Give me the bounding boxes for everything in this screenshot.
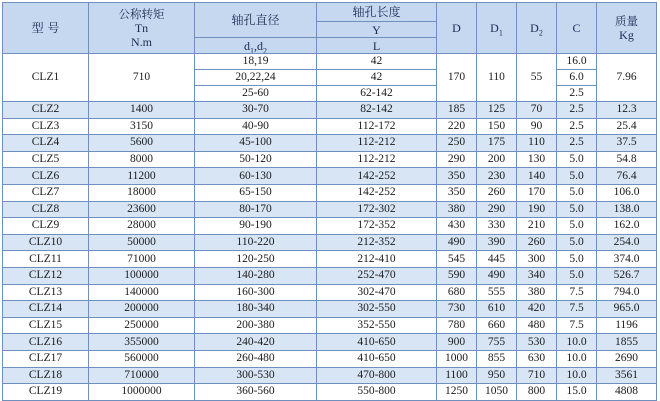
table-row <box>3 284 657 301</box>
cell-D2: 140 <box>517 168 557 185</box>
header-torque-sym: Tn <box>134 21 149 35</box>
cell-model: CLZ8 <box>3 201 89 218</box>
cell-mass: 1196 <box>597 317 657 334</box>
cell-model: CLZ9 <box>3 218 89 235</box>
header-bore-symbols <box>195 38 317 54</box>
cell-D1: 200 <box>477 151 517 168</box>
cell-mass: 162.0 <box>597 218 657 235</box>
cell-D2: 800 <box>517 384 557 401</box>
cell-model: CLZ15 <box>3 317 89 334</box>
cell-mass: 526.7 <box>597 267 657 284</box>
cell-bore: 300-530 <box>195 367 317 384</box>
cell-D2: 300 <box>517 251 557 268</box>
cell-bore: 90-190 <box>195 218 317 235</box>
cell-bore: 50-120 <box>195 151 317 168</box>
cell-length: 172-302 <box>317 201 437 218</box>
cell-D2: 170 <box>517 184 557 201</box>
cell-D1: 555 <box>477 284 517 301</box>
cell-bore: 60-130 <box>195 168 317 185</box>
cell-D1: 290 <box>477 201 517 218</box>
cell-D: 1250 <box>437 384 477 401</box>
table-row <box>3 54 657 70</box>
cell-model: CLZ19 <box>3 384 89 401</box>
cell-model: CLZ12 <box>3 267 89 284</box>
cell-C: 10.0 <box>557 350 597 367</box>
cell-D1: 1050 <box>477 384 517 401</box>
cell-bore: 45-100 <box>195 135 317 152</box>
cell-mass: 3561 <box>597 367 657 384</box>
cell-D1: 855 <box>477 350 517 367</box>
cell-bore: 65-150 <box>195 184 317 201</box>
cell-length: 410-650 <box>317 350 437 367</box>
cell-torque: 11200 <box>89 168 195 185</box>
cell-bore: 180-340 <box>195 301 317 318</box>
table-row <box>3 267 657 284</box>
cell-mass: 76.4 <box>597 168 657 185</box>
cell-D: 290 <box>437 151 477 168</box>
cell-model: CLZ13 <box>3 284 89 301</box>
cell-bore: 25-60 <box>195 86 317 102</box>
cell-D2: 630 <box>517 350 557 367</box>
header-model: 型 号 <box>3 3 89 54</box>
cell-bore: 80-170 <box>195 201 317 218</box>
header-torque <box>89 3 195 54</box>
cell-D: 900 <box>437 334 477 351</box>
table-row <box>3 218 657 235</box>
cell-D1: 230 <box>477 168 517 185</box>
cell-model: CLZ7 <box>3 184 89 201</box>
cell-torque: 100000 <box>89 267 195 284</box>
table-row <box>3 184 657 201</box>
cell-C: 5.0 <box>557 267 597 284</box>
cell-torque: 710 <box>89 54 195 102</box>
cell-C: 6.0 <box>557 70 597 86</box>
table-row <box>3 151 657 168</box>
cell-length: 172-352 <box>317 218 437 235</box>
table-row <box>3 118 657 135</box>
header-D1-label: D <box>490 21 499 35</box>
cell-bore: 360-560 <box>195 384 317 401</box>
cell-D1: 150 <box>477 118 517 135</box>
cell-D: 250 <box>437 135 477 152</box>
table-row <box>3 384 657 401</box>
cell-mass: 374.0 <box>597 251 657 268</box>
cell-bore: 200-380 <box>195 317 317 334</box>
header-mass-unit: Kg <box>619 28 634 42</box>
cell-D2: 190 <box>517 201 557 218</box>
cell-D: 430 <box>437 218 477 235</box>
cell-bore: 20,22,24 <box>195 70 317 86</box>
cell-length: 302-550 <box>317 301 437 318</box>
cell-mass: 25.4 <box>597 118 657 135</box>
cell-bore: 160-300 <box>195 284 317 301</box>
header-D1 <box>477 3 517 54</box>
cell-D1: 330 <box>477 218 517 235</box>
cell-D: 1100 <box>437 367 477 384</box>
cell-D: 380 <box>437 201 477 218</box>
cell-D: 220 <box>437 118 477 135</box>
cell-mass: 2690 <box>597 350 657 367</box>
cell-C: 7.5 <box>557 301 597 318</box>
table-body <box>3 54 657 401</box>
cell-D: 170 <box>437 54 477 102</box>
cell-D1: 490 <box>477 267 517 284</box>
cell-length: 410-650 <box>317 334 437 351</box>
header-mass <box>597 3 657 54</box>
header-D: D <box>437 3 477 54</box>
cell-D2: 55 <box>517 54 557 102</box>
cell-length: 470-800 <box>317 367 437 384</box>
header-d1-sub: 1 <box>250 45 254 54</box>
header-D2-label: D <box>530 21 539 35</box>
cell-D1: 110 <box>477 54 517 102</box>
cell-mass: 106.0 <box>597 184 657 201</box>
cell-bore: 110-220 <box>195 234 317 251</box>
cell-length: 82-142 <box>317 102 437 119</box>
cell-model: CLZ17 <box>3 350 89 367</box>
cell-C: 2.5 <box>557 102 597 119</box>
cell-C: 7.5 <box>557 317 597 334</box>
cell-bore: 18,19 <box>195 54 317 70</box>
cell-model: CLZ18 <box>3 367 89 384</box>
table-row <box>3 301 657 318</box>
cell-D2: 340 <box>517 267 557 284</box>
cell-model: CLZ16 <box>3 334 89 351</box>
cell-torque: 560000 <box>89 350 195 367</box>
cell-torque: 50000 <box>89 234 195 251</box>
cell-model: CLZ10 <box>3 234 89 251</box>
header-mass-cn: 质量 <box>615 14 638 28</box>
cell-torque: 28000 <box>89 218 195 235</box>
cell-bore: 240-420 <box>195 334 317 351</box>
cell-mass: 965.0 <box>597 301 657 318</box>
cell-D: 490 <box>437 234 477 251</box>
header-D2 <box>517 3 557 54</box>
table-row <box>3 350 657 367</box>
cell-torque: 5600 <box>89 135 195 152</box>
cell-D: 545 <box>437 251 477 268</box>
cell-torque: 1000000 <box>89 384 195 401</box>
cell-mass: 54.8 <box>597 151 657 168</box>
cell-model: CLZ11 <box>3 251 89 268</box>
cell-mass: 7.96 <box>597 54 657 102</box>
cell-torque: 200000 <box>89 301 195 318</box>
header-D1-sub: 1 <box>498 28 503 38</box>
cell-torque: 355000 <box>89 334 195 351</box>
cell-length: 112-212 <box>317 151 437 168</box>
header-d-sep: ,d <box>254 38 263 53</box>
table-row <box>3 201 657 218</box>
cell-D2: 260 <box>517 234 557 251</box>
cell-model: CLZ2 <box>3 102 89 119</box>
header-torque-cn: 公称转矩 <box>118 7 165 21</box>
cell-D1: 445 <box>477 251 517 268</box>
cell-D1: 260 <box>477 184 517 201</box>
cell-length: 302-470 <box>317 284 437 301</box>
cell-D: 590 <box>437 267 477 284</box>
spec-table <box>2 2 657 401</box>
cell-length: 42 <box>317 54 437 70</box>
cell-C: 5.0 <box>557 251 597 268</box>
cell-torque: 1400 <box>89 102 195 119</box>
cell-C: 15.0 <box>557 384 597 401</box>
cell-bore: 30-70 <box>195 102 317 119</box>
cell-D1: 175 <box>477 135 517 152</box>
cell-D2: 70 <box>517 102 557 119</box>
cell-D2: 480 <box>517 317 557 334</box>
cell-D2: 210 <box>517 218 557 235</box>
cell-model: CLZ14 <box>3 301 89 318</box>
cell-D2: 380 <box>517 284 557 301</box>
header-torque-unit: N.m <box>131 35 152 49</box>
cell-torque: 140000 <box>89 284 195 301</box>
cell-bore: 40-90 <box>195 118 317 135</box>
cell-D2: 110 <box>517 135 557 152</box>
cell-D2: 530 <box>517 334 557 351</box>
cell-torque: 3150 <box>89 118 195 135</box>
cell-D: 1000 <box>437 350 477 367</box>
cell-D1: 660 <box>477 317 517 334</box>
table-row <box>3 251 657 268</box>
cell-D1: 755 <box>477 334 517 351</box>
cell-C: 5.0 <box>557 184 597 201</box>
table-row <box>3 135 657 152</box>
cell-D: 730 <box>437 301 477 318</box>
cell-C: 5.0 <box>557 151 597 168</box>
cell-mass: 1855 <box>597 334 657 351</box>
header-C: C <box>557 3 597 54</box>
header-d2-sub: 2 <box>263 45 267 54</box>
cell-D1: 125 <box>477 102 517 119</box>
cell-D1: 610 <box>477 301 517 318</box>
cell-length: 212-352 <box>317 234 437 251</box>
cell-length: 142-252 <box>317 184 437 201</box>
cell-C: 10.0 <box>557 367 597 384</box>
cell-length: 42 <box>317 70 437 86</box>
cell-D2: 420 <box>517 301 557 318</box>
cell-torque: 23600 <box>89 201 195 218</box>
cell-D2: 90 <box>517 118 557 135</box>
cell-C: 2.5 <box>557 135 597 152</box>
cell-length: 352-550 <box>317 317 437 334</box>
cell-length: 550-800 <box>317 384 437 401</box>
table-row <box>3 168 657 185</box>
cell-C: 7.5 <box>557 284 597 301</box>
cell-model: CLZ6 <box>3 168 89 185</box>
cell-mass: 794.0 <box>597 284 657 301</box>
cell-model: CLZ5 <box>3 151 89 168</box>
table-header <box>3 3 657 54</box>
cell-D1: 390 <box>477 234 517 251</box>
header-bore-length-y: Y <box>317 22 437 38</box>
cell-C: 2.5 <box>557 118 597 135</box>
table-row <box>3 234 657 251</box>
cell-C: 2.5 <box>557 86 597 102</box>
cell-bore: 260-480 <box>195 350 317 367</box>
cell-mass: 138.0 <box>597 201 657 218</box>
cell-C: 5.0 <box>557 168 597 185</box>
cell-D2: 130 <box>517 151 557 168</box>
cell-mass: 37.5 <box>597 135 657 152</box>
cell-length: 112-212 <box>317 135 437 152</box>
cell-C: 10.0 <box>557 334 597 351</box>
cell-D: 680 <box>437 284 477 301</box>
header-bore-length-l: L <box>317 38 437 54</box>
cell-torque: 8000 <box>89 151 195 168</box>
cell-D: 780 <box>437 317 477 334</box>
header-bore-length: 轴孔长度 <box>317 3 437 22</box>
cell-C: 5.0 <box>557 201 597 218</box>
cell-mass: 254.0 <box>597 234 657 251</box>
cell-length: 252-470 <box>317 267 437 284</box>
header-d-sym: d <box>244 38 250 53</box>
cell-torque: 18000 <box>89 184 195 201</box>
cell-C: 5.0 <box>557 234 597 251</box>
cell-length: 212-410 <box>317 251 437 268</box>
table-row <box>3 367 657 384</box>
cell-C: 5.0 <box>557 218 597 235</box>
cell-length: 62-142 <box>317 86 437 102</box>
cell-D: 350 <box>437 184 477 201</box>
cell-mass: 4808 <box>597 384 657 401</box>
header-D2-sub: 2 <box>538 28 543 38</box>
cell-D2: 710 <box>517 367 557 384</box>
cell-length: 112-172 <box>317 118 437 135</box>
cell-torque: 250000 <box>89 317 195 334</box>
cell-bore: 140-280 <box>195 267 317 284</box>
cell-model: CLZ4 <box>3 135 89 152</box>
header-bore-diameter: 轴孔直径 <box>195 3 317 38</box>
cell-bore: 120-250 <box>195 251 317 268</box>
cell-C: 16.0 <box>557 54 597 70</box>
cell-model: CLZ1 <box>3 54 89 102</box>
cell-D1: 950 <box>477 367 517 384</box>
table-row <box>3 102 657 119</box>
cell-mass: 12.3 <box>597 102 657 119</box>
cell-model: CLZ3 <box>3 118 89 135</box>
cell-D: 185 <box>437 102 477 119</box>
cell-D: 350 <box>437 168 477 185</box>
cell-length: 142-252 <box>317 168 437 185</box>
table-row <box>3 334 657 351</box>
table-row <box>3 317 657 334</box>
cell-torque: 710000 <box>89 367 195 384</box>
cell-torque: 71000 <box>89 251 195 268</box>
